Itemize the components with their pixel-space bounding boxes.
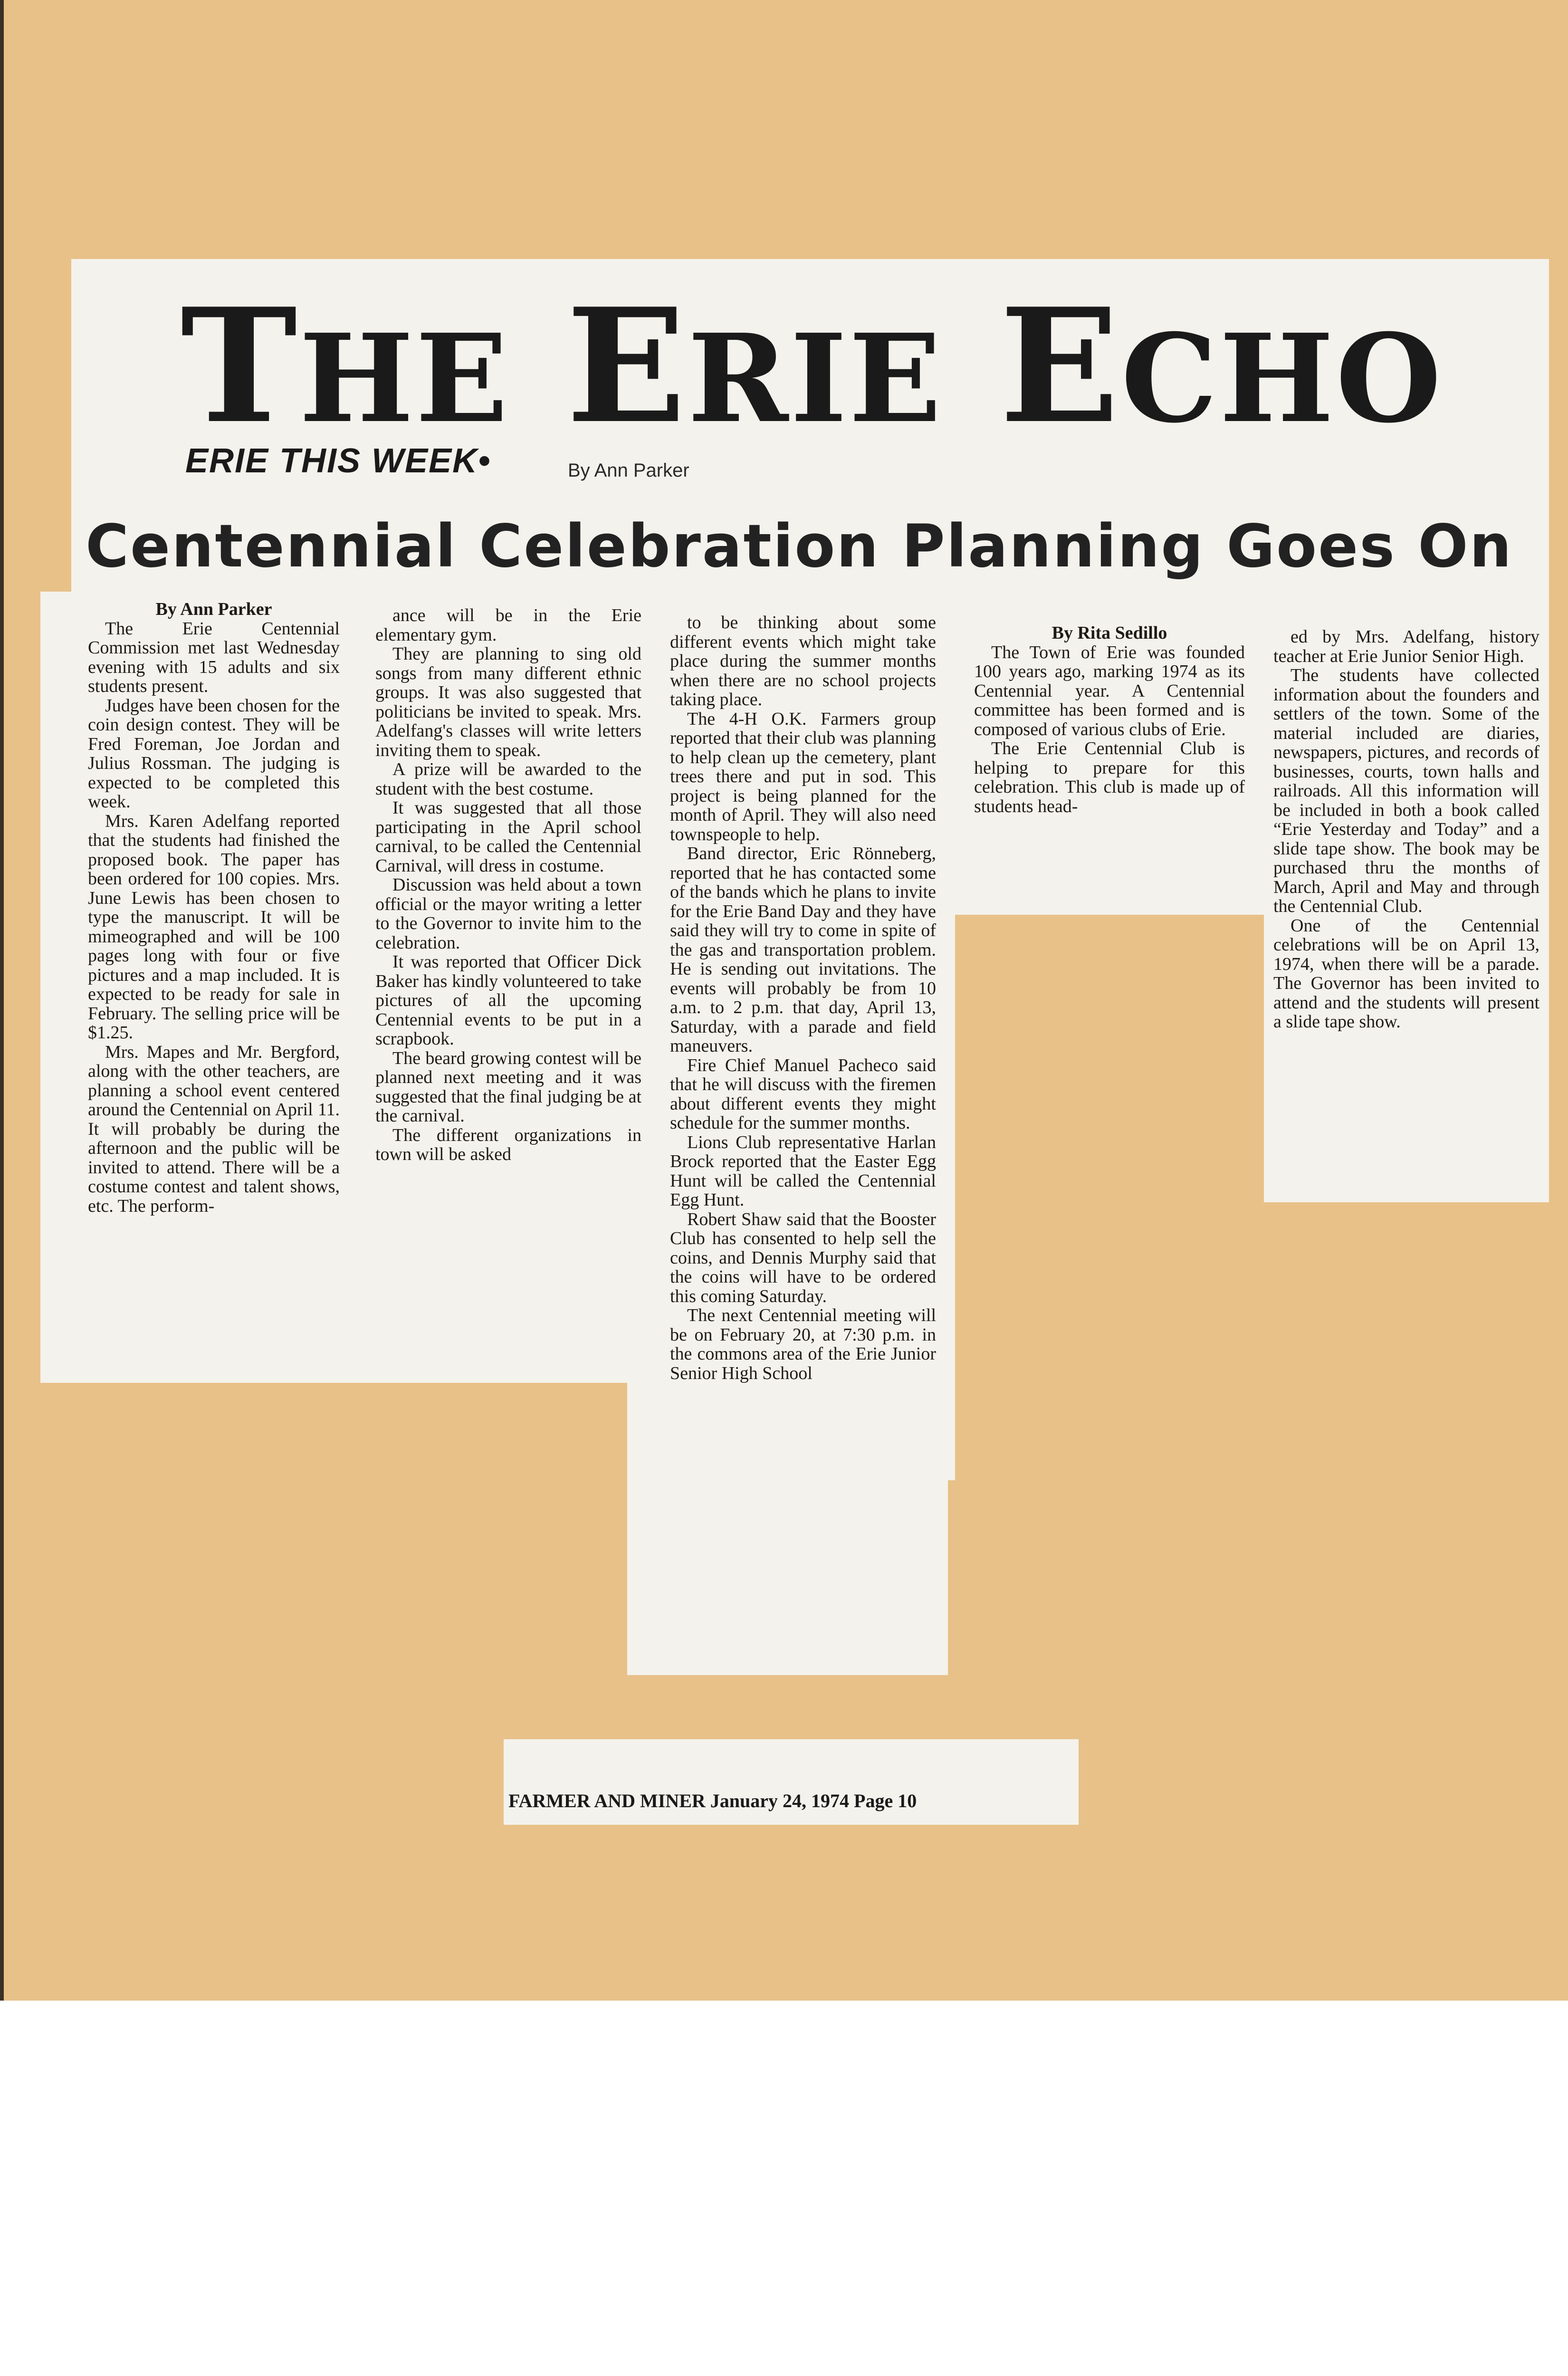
paragraph: Band director, Eric Rönneberg, reported that he has contacted some of the bands which he plans to invite for the Erie Band Day and they have said they will try to come in spite of the gas and transportation problem. He is sending out invitations. The events will probably be from 10 a.m. to 2 p.m. that day, April 13, Saturday, with a parade and field maneuvers. bbox=[670, 843, 936, 1056]
paragraph: It was suggested that all those participating in the April school carnival, to be called the Centennial Carnival, will dress in costume. bbox=[375, 798, 641, 876]
masthead-title: THE ERIE ECHO bbox=[181, 274, 1444, 458]
paragraph: The Town of Erie was founded 100 years ago, marking 1974 as its Centennial year. A Centennial committee has been formed and is composed of various clubs of Erie. bbox=[974, 642, 1245, 739]
paragraph: They are planning to sing old songs from many different ethnic groups. It was also suggested that politicians be invited to speak. Mrs. Adelfang's classes will write letters inviting them to speak. bbox=[375, 644, 641, 760]
paragraph: Lions Club representative Harlan Brock reported that the Easter Egg Hunt will be called the Centennial Egg Hunt. bbox=[670, 1132, 936, 1210]
article2-column-2 bbox=[1273, 627, 1539, 1032]
paragraph: The Erie Centennial Club is helping to prepare for this celebration. This club is made up of students head- bbox=[974, 738, 1245, 816]
paragraph: The students have collected information about the founders and settlers of the town. Some of the material included are diaries, newspapers, pictures, and records of businesses, courts, town halls and railroads. All this information will be included in both a book called “Erie Yesterday and Today” and a slide tape show. The book may be purchased thru the months of March, April and May and through the Centennial Club. bbox=[1273, 665, 1539, 916]
clipping-col3-tail bbox=[627, 1378, 948, 1675]
section-label: ERIE THIS WEEK• bbox=[185, 442, 491, 480]
masthead-byline: By Ann Parker bbox=[568, 460, 689, 481]
article1-byline: By Ann Parker bbox=[155, 599, 272, 619]
paragraph: Mrs. Mapes and Mr. Bergford, along with the other teachers, are planning a school event centered around the Centennial on April 11. It will probably be during the afternoon and the public will be invited to attend. There will be a costume contest and talent shows, etc. The perform- bbox=[88, 1042, 340, 1216]
paragraph: It was reported that Officer Dick Baker has kindly volunteered to take pictures of all the upcoming Centennial events to be put in a scrapbook. bbox=[375, 952, 641, 1049]
article1-column-1 bbox=[88, 600, 340, 1216]
article2-column-1 bbox=[974, 623, 1245, 816]
paragraph: Robert Shaw said that the Booster Club has consented to help sell the coins, and Dennis Murphy said that the coins will have to be ordered this coming Saturday. bbox=[670, 1209, 936, 1306]
paragraph: The beard growing contest will be planned next meeting and it was suggested that the final judging be at the carnival. bbox=[375, 1048, 641, 1126]
paragraph: Discussion was held about a town official or the mayor writing a letter to the Governor to invite him to the celebration. bbox=[375, 875, 641, 953]
article1-column-2 bbox=[375, 606, 641, 1164]
article2-byline: By Rita Sedillo bbox=[1052, 623, 1167, 643]
paragraph: Judges have been chosen for the coin design contest. They will be Fred Foreman, Joe Jordan and Julius Rossman. The judging is expected to be completed this week. bbox=[88, 695, 340, 812]
paragraph: A prize will be awarded to the student with the best costume. bbox=[375, 759, 641, 799]
paragraph: ed by Mrs. Adelfang, history teacher at Erie Junior Senior High. bbox=[1273, 627, 1539, 666]
headline: Centennial Celebration Planning Goes On bbox=[86, 512, 1513, 581]
paragraph: The Erie Centennial Commission met last Wednesday evening with 15 adults and six students present. bbox=[88, 618, 340, 696]
paragraph: The next Centennial meeting will be on February 20, at 7:30 p.m. in the commons area of the Erie Junior Senior High School bbox=[670, 1305, 936, 1383]
paragraph: Fire Chief Manuel Pacheco said that he will discuss with the firemen about different events they might schedule for the summer months. bbox=[670, 1055, 936, 1133]
article1-column-3 bbox=[670, 613, 936, 1383]
page-binding-edge bbox=[0, 0, 4, 2001]
paragraph: The different organizations in town will be asked bbox=[375, 1125, 641, 1164]
paragraph: to be thinking about some different events which might take place during the summer months when there are no school projects taking place. bbox=[670, 613, 936, 709]
paragraph: Mrs. Karen Adelfang reported that the students had finished the proposed book. The paper has been ordered for 100 copies. Mrs. June Lewis has been chosen to type the manuscript. It will be mimeographed and will be 100 pages long with four or five pictures and a map included. It is expected to be ready for sale in February. The selling price will be $1.25. bbox=[88, 811, 340, 1043]
paragraph: One of the Centennial celebrations will be on April 13, 1974, when there will be a parade. The Governor has been invited to attend and the students will present a slide tape show. bbox=[1273, 915, 1539, 1032]
paragraph: The 4-H O.K. Farmers group reported that their club was planning to help clean up the cemetery, plant trees there and put in sod. This project is being planned for the month of April. They will also need townspeople to help. bbox=[670, 709, 936, 844]
source-citation: FARMER AND MINER January 24, 1974 Page 10 bbox=[508, 1790, 917, 1811]
paragraph: ance will be in the Erie elementary gym. bbox=[375, 605, 641, 645]
